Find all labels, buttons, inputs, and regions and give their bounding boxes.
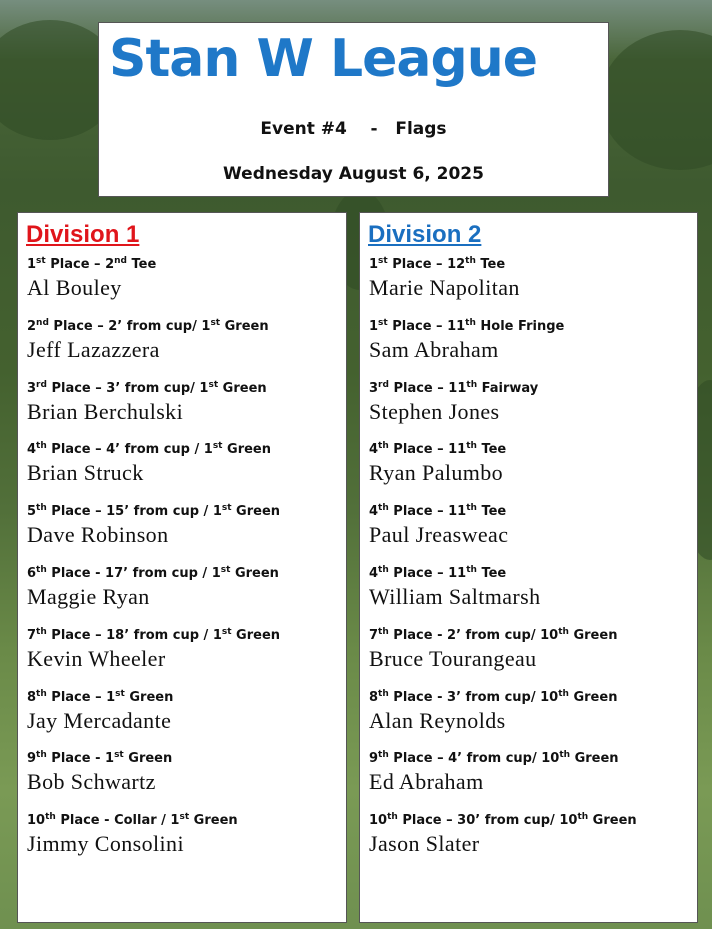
result-entry (27, 440, 271, 486)
location-ordinal-suffix: st (210, 317, 221, 328)
place-label (27, 440, 271, 460)
place-label (369, 811, 637, 831)
player-name: Sam Abraham (369, 336, 499, 362)
location-label: Fairway (477, 380, 539, 396)
location-label: Green (568, 689, 618, 705)
place-ordinal-suffix: th (36, 626, 47, 637)
location-ordinal-suffix: st (221, 503, 232, 514)
place-label (369, 749, 619, 769)
place-ordinal-suffix: th (378, 750, 389, 761)
result-entry (369, 688, 617, 734)
place-ordinal-suffix: rd (378, 379, 389, 390)
place-number: 4 (369, 504, 379, 520)
player-name: William Saltmarsh (369, 584, 541, 609)
player-name: Marie Napolitan (369, 275, 520, 300)
location-label: Tee (476, 504, 507, 520)
location-label: Green (588, 813, 637, 829)
location-ordinal-suffix: st (208, 379, 219, 390)
place-number: 3 (27, 380, 37, 396)
place-number: 4 (369, 566, 379, 581)
place-number: 1 (369, 318, 379, 334)
place-ordinal-suffix: th (378, 503, 389, 514)
location-label: Green (124, 689, 174, 705)
player-name: Stephen Jones (369, 398, 500, 424)
place-description: Place – 11 (388, 380, 467, 396)
location-ordinal-suffix: st (114, 750, 124, 761)
place-ordinal-suffix: th (378, 441, 389, 452)
place-ordinal-suffix: th (378, 565, 389, 575)
result-entry (27, 255, 156, 301)
place-number: 2 (27, 318, 37, 334)
place-number: 7 (369, 627, 379, 643)
place-label (27, 379, 267, 399)
result-entry (27, 688, 173, 734)
location-ordinal-suffix: th (558, 688, 569, 699)
place-description: Place – 18’ from cup / 1 (46, 627, 222, 643)
player-name: Jason Slater (369, 831, 480, 857)
location-ordinal-suffix: th (558, 626, 569, 637)
place-number: 1 (27, 257, 37, 272)
place-label (27, 317, 269, 337)
league-title: Stan W League (109, 29, 537, 89)
player-name: Bruce Tourangeau (369, 645, 537, 671)
result-entry (369, 440, 506, 486)
location-label: Green (218, 380, 267, 396)
place-label (27, 749, 172, 769)
player-name: Jeff Lazazzera (27, 336, 160, 362)
place-label (369, 688, 617, 708)
result-entry (369, 255, 520, 301)
location-label: Green (231, 504, 281, 520)
result-entry (27, 564, 279, 610)
player-name: Ed Abraham (369, 769, 484, 795)
location-ordinal-suffix: th (465, 256, 476, 266)
result-entry (369, 564, 541, 610)
player-name: Paul Jreasweac (369, 522, 509, 548)
place-number: 9 (369, 751, 379, 767)
location-label: Green (123, 751, 173, 767)
location-label: Green (570, 751, 619, 767)
place-description: Place – 12 (387, 257, 466, 272)
player-name: Bob Schwartz (27, 769, 156, 795)
player-name: Brian Berchulski (27, 398, 184, 424)
place-ordinal-suffix: th (36, 688, 47, 699)
place-description: Place - 2’ from cup/ 10 (388, 627, 559, 643)
location-label: Tee (126, 257, 157, 272)
result-entry (27, 749, 172, 795)
player-name: Jimmy Consolini (27, 831, 184, 857)
place-label (27, 564, 279, 584)
place-label (369, 502, 508, 522)
place-ordinal-suffix: st (378, 317, 388, 328)
place-description: Place – 2 (45, 257, 115, 272)
result-entry (27, 502, 280, 548)
place-number: 3 (369, 380, 379, 396)
place-label (369, 564, 541, 584)
place-label (27, 626, 280, 646)
place-ordinal-suffix: th (378, 688, 389, 699)
location-ordinal-suffix: th (466, 503, 477, 514)
result-entry (369, 317, 564, 363)
result-entry (27, 626, 280, 672)
place-number: 8 (369, 689, 379, 705)
location-label: Tee (476, 566, 507, 581)
place-description: Place – 11 (388, 566, 467, 581)
place-label (27, 688, 173, 708)
place-ordinal-suffix: st (378, 256, 388, 266)
location-label: Green (189, 813, 238, 829)
place-ordinal-suffix: th (387, 812, 398, 823)
player-name: Kevin Wheeler (27, 645, 166, 671)
location-ordinal-suffix: th (577, 812, 589, 823)
player-name: Al Bouley (27, 275, 122, 300)
division-2-panel (359, 212, 698, 923)
location-ordinal-suffix: st (179, 812, 190, 823)
place-label (369, 255, 520, 275)
location-ordinal-suffix: th (466, 379, 478, 390)
place-number: 4 (369, 442, 379, 458)
player-name: Ryan Palumbo (369, 460, 504, 486)
place-ordinal-suffix: th (36, 750, 47, 761)
place-ordinal-suffix: th (36, 565, 47, 575)
place-ordinal-suffix: rd (36, 379, 47, 390)
place-number: 4 (27, 442, 37, 458)
player-name: Maggie Ryan (27, 584, 150, 609)
place-ordinal-suffix: th (36, 503, 47, 514)
division-1-panel (17, 212, 347, 923)
location-ordinal-suffix: th (466, 441, 477, 452)
event-date: Wednesday August 6, 2025 (223, 164, 484, 184)
location-ordinal-suffix: th (465, 317, 476, 328)
location-ordinal-suffix: st (115, 688, 125, 699)
location-ordinal-suffix: st (220, 565, 231, 575)
player-name: Alan Reynolds (369, 707, 506, 733)
place-ordinal-suffix: th (36, 441, 47, 452)
division-1-title: Division 1 (26, 221, 140, 248)
event-line: Event #4 - Flags (260, 119, 447, 139)
place-number: 10 (27, 813, 46, 829)
place-description: Place – 3’ from cup/ 1 (46, 380, 209, 396)
result-entry (369, 626, 617, 672)
place-label (369, 317, 564, 337)
location-ordinal-suffix: nd (114, 256, 127, 266)
division-2-title: Division 2 (368, 221, 482, 248)
location-label: Green (568, 627, 618, 643)
location-label: Hole Fringe (475, 318, 565, 334)
place-label (369, 440, 506, 460)
result-entry (27, 379, 267, 425)
place-ordinal-suffix: th (378, 626, 389, 637)
place-ordinal-suffix: th (45, 812, 56, 823)
place-description: Place – 2’ from cup/ 1 (48, 318, 211, 334)
result-entry (27, 811, 238, 857)
place-number: 7 (27, 627, 37, 643)
place-description: Place – 15’ from cup / 1 (46, 504, 222, 520)
result-entry (369, 502, 508, 548)
location-label: Green (231, 627, 281, 643)
place-ordinal-suffix: st (36, 256, 46, 266)
location-ordinal-suffix: th (466, 565, 477, 575)
place-number: 1 (369, 257, 379, 272)
place-description: Place – 30’ from cup/ 10 (397, 813, 578, 829)
location-label: Green (230, 566, 279, 581)
result-entry (27, 317, 269, 363)
result-entry (369, 379, 538, 425)
player-name: Jay Mercadante (27, 707, 172, 733)
place-ordinal-suffix: nd (36, 317, 49, 328)
location-label: Green (222, 442, 271, 458)
result-entry (369, 749, 619, 795)
place-number: 10 (369, 813, 388, 829)
place-label (27, 502, 280, 522)
player-name: Dave Robinson (27, 522, 169, 548)
place-description: Place - Collar / 1 (55, 813, 180, 829)
place-description: Place – 11 (388, 442, 467, 458)
place-label (369, 626, 617, 646)
background-tree (600, 30, 712, 170)
place-description: Place - 1 (46, 751, 115, 767)
header-box (98, 22, 609, 197)
place-description: Place - 3’ from cup/ 10 (388, 689, 559, 705)
player-name: Brian Struck (27, 460, 144, 486)
place-number: 5 (27, 504, 37, 520)
place-number: 9 (27, 751, 37, 767)
place-description: Place – 1 (46, 689, 116, 705)
result-entry (369, 811, 637, 857)
place-description: Place - 17’ from cup / 1 (46, 566, 221, 581)
location-ordinal-suffix: st (221, 626, 232, 637)
place-label (27, 811, 238, 831)
location-label: Green (220, 318, 269, 334)
place-description: Place – 11 (387, 318, 466, 334)
place-description: Place – 4’ from cup/ 10 (388, 751, 560, 767)
place-description: Place – 4’ from cup / 1 (46, 442, 213, 458)
location-ordinal-suffix: th (559, 750, 571, 761)
location-ordinal-suffix: st (212, 441, 223, 452)
location-label: Tee (476, 442, 507, 458)
location-label: Tee (475, 257, 506, 272)
place-label (27, 255, 156, 275)
place-label (369, 379, 538, 399)
place-number: 8 (27, 689, 37, 705)
place-number: 6 (27, 566, 37, 581)
place-description: Place – 11 (388, 504, 467, 520)
